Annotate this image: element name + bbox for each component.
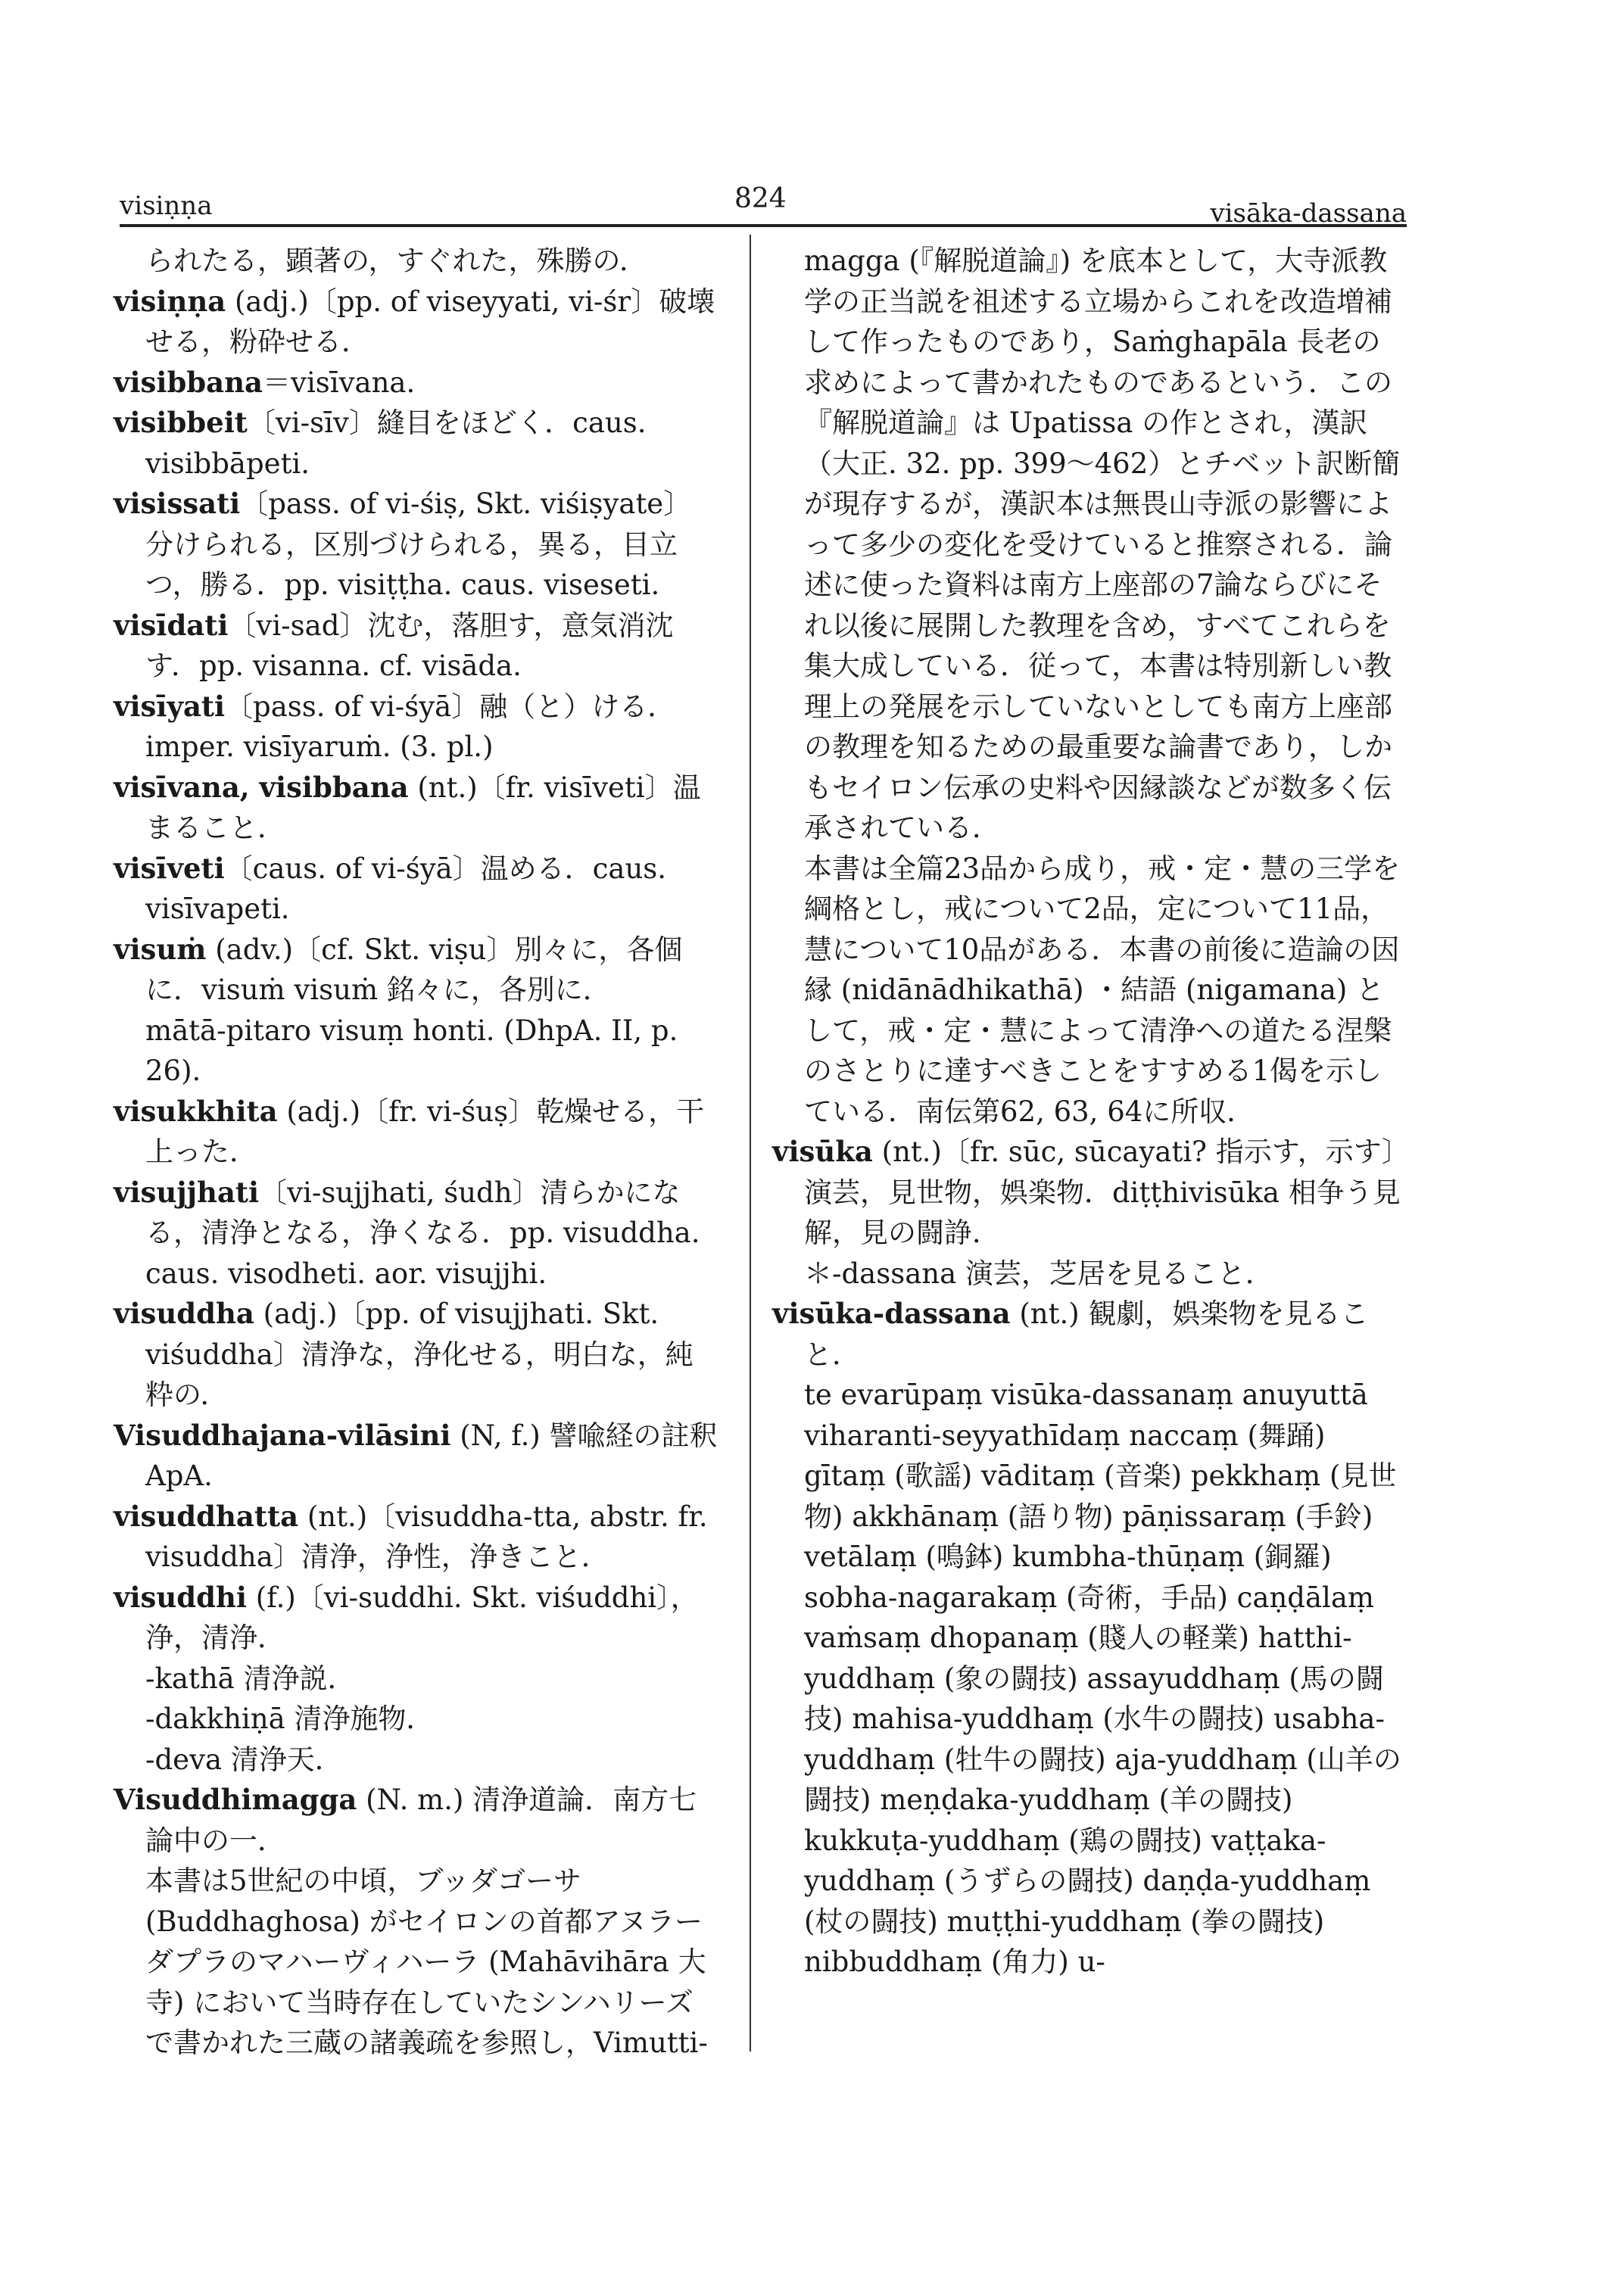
entry-headword: visibbeit bbox=[114, 406, 248, 439]
dictionary-entry bbox=[772, 1294, 1408, 1375]
dictionary-entry bbox=[114, 1578, 719, 1659]
dictionary-entry bbox=[114, 849, 719, 930]
entry-headword: visīvana, visibbana bbox=[114, 770, 409, 804]
entry-headword: Visuddhimagga bbox=[114, 1783, 357, 1816]
entry-headword: visuṁ bbox=[114, 932, 207, 966]
entry-definition: (adv.)〔cf. Skt. viṣu〕別々に，各個に．visuṁ visuṁ 銘々に，各別に． bbox=[145, 933, 683, 1006]
page-number: 824 bbox=[734, 183, 787, 214]
left-column bbox=[114, 241, 719, 2064]
dictionary-entry bbox=[114, 363, 719, 403]
entry-headword: visīdati bbox=[114, 608, 229, 642]
right-running-head: visāka-dassana bbox=[1210, 198, 1407, 229]
entry-headword: visuddhi bbox=[114, 1580, 247, 1614]
continued-text: magga (『解脱道論』) を底本として，大寺派教学の正当説を祖述する立場からこれを改造増補して作ったものであり，Saṁghapāla 長老の求めによって書かれたものであるという．この『解脱道論』は Upatissa の作とされ，漢訳（大正. 32. pp. 399〜462）とチベット訳断簡が現存するが，漢訳本は無畏山寺派の影響によって多少の変化を受けていると推察される．論述に使った資料は南方上座部の7論ならびにそれ以後に展開した教理を含め，すべてこれらを集大成している．従って，本書は特別新しい教理上の発展を示していないとしても南方上座部の教理を知るための最重要な論書であり，しかもセイロン伝承の史料や因縁談などが数多く伝承されている． bbox=[804, 245, 1401, 844]
left-running-head: visiṇṇa bbox=[120, 191, 213, 221]
right-column bbox=[772, 241, 1408, 1983]
dictionary-entry bbox=[114, 1173, 719, 1294]
entry-headword: visuddhatta bbox=[114, 1499, 299, 1533]
entry-headword: visūka-dassana bbox=[772, 1297, 1011, 1330]
page-header bbox=[120, 182, 1407, 227]
entry-definition: 〔vi-sujjhati, śudh〕清らかになる，清浄となる，浄くなる．pp. visuddha. caus. visodheti. aor. visujjhi. bbox=[145, 1176, 700, 1290]
paragraph: 本書は全篇23品から成り，戒・定・慧の三学を綱格とし，戒について2品，定について11品，慧について10品がある．本書の前後に造論の因縁 (nidānādhikathā) ・結語 (nigamana) として，戒・定・慧によって清浄への道たる涅槃のさとりに達すべきことをすすめる1偈を示している．南伝第62, 63, 64に所収． bbox=[804, 852, 1401, 1128]
entry-definition: (nt.)〔fr. sūc, sūcayati? 指示す，示す〕演芸，見世物，娯楽物．diṭṭhivisūka 相争う見解，見の闘諍． bbox=[804, 1136, 1401, 1249]
citation: mātā-pitaro visuṃ honti. (DhpA. II, p. 26). bbox=[145, 1014, 678, 1087]
dictionary-entry bbox=[114, 484, 719, 606]
entry-definition: 〔vi-sad〕沈む，落胆す，意気消沈す．pp. visanna. cf. visāda. bbox=[145, 609, 674, 682]
dictionary-entry bbox=[114, 606, 719, 687]
entry-definition: 〔pass. of vi-śyā〕融（と）ける．imper. visīyaruṁ. (3. pl.) bbox=[145, 690, 676, 763]
entry-definition: (nt.)〔fr. visīveti〕温まること． bbox=[145, 771, 701, 844]
entry-definition: 〔caus. of vi-śyā〕温める．caus. visīvapeti. bbox=[145, 852, 667, 925]
entry-definition: (N, f.) 譬喩経の註釈 ApA. bbox=[145, 1419, 718, 1492]
dictionary-entry bbox=[114, 282, 719, 363]
entry-headword: visibbana bbox=[114, 365, 263, 399]
entry-definition: (adj.)〔pp. of viseyyati, vi-śr〕破壊せる，粉砕せる． bbox=[145, 285, 715, 358]
column-divider bbox=[750, 235, 751, 2052]
dictionary-entry bbox=[114, 1416, 719, 1497]
continued-text: られたる，顕著の，すぐれた，殊勝の． bbox=[145, 245, 648, 277]
dictionary-entry bbox=[114, 768, 719, 849]
entry-headword: visissati bbox=[114, 487, 241, 520]
entry-definition: ＝visīvana. bbox=[263, 366, 416, 399]
sub-entry: ＊-dassana 演芸，芝居を見ること． bbox=[804, 1257, 1273, 1290]
dictionary-entry bbox=[114, 403, 719, 484]
entry-headword: visīyati bbox=[114, 689, 226, 723]
entry-definition: (nt.) 観劇，娯楽物を見ること． bbox=[804, 1298, 1369, 1371]
sub-entry: -kathā 清浄説． bbox=[145, 1662, 356, 1695]
entry-headword: visukkhita bbox=[114, 1094, 278, 1128]
entry-headword: visuddha bbox=[114, 1297, 254, 1330]
entry-definition: (N. m.) 清浄道論．南方七論中の一． bbox=[145, 1784, 697, 1857]
dictionary-entry bbox=[114, 1780, 719, 1861]
entry-headword: Visuddhajana-vilāsini bbox=[114, 1418, 451, 1452]
dictionary-entry bbox=[114, 930, 719, 1011]
dictionary-entry bbox=[114, 1092, 719, 1173]
entry-headword: visūka bbox=[772, 1135, 873, 1168]
dictionary-entry bbox=[772, 1132, 1408, 1254]
dictionary-entry bbox=[114, 1294, 719, 1416]
paragraph: 本書は5世紀の中頃，ブッダゴーサ (Buddhaghosa) がセイロンの首都アヌラーダプラのマハーヴィハーラ (Mahāvihāra 大寺) において当時存在していたシンハリーズで書かれた三蔵の諸義疏を参照し，Vimutti- bbox=[145, 1865, 708, 2059]
sub-entry: -dakkhiṇā 清浄施物． bbox=[145, 1703, 435, 1735]
entry-headword: visiṇṇa bbox=[114, 284, 226, 318]
sub-entry: -deva 清浄天． bbox=[145, 1743, 343, 1776]
header-rule bbox=[120, 224, 1407, 227]
entry-headword: visīveti bbox=[114, 851, 225, 885]
entry-headword: visujjhati bbox=[114, 1175, 260, 1209]
citation: te evarūpaṃ visūka-dassanaṃ anuyuttā viharanti-seyyathīdaṃ naccaṃ (舞踊) gītaṃ (歌謡) vāditaṃ (音楽) pekkhaṃ (見世物) akkhānaṃ (語り物) pāṇissaraṃ (手鈴) vetālaṃ (鳴鉢) kumbha-thūṇaṃ (銅羅) sobha-nagarakaṃ (奇術，手品) caṇḍālaṃ vaṁsaṃ dhopanaṃ (賤人の軽業) hatthi-yuddhaṃ (象の闘技) assayuddhaṃ (馬の闘技) mahisa-yuddhaṃ (水牛の闘技) usabha-yuddhaṃ (牡牛の闘技) aja-yuddhaṃ (山羊の闘技) meṇḍaka-yuddhaṃ (羊の闘技) kukkuṭa-yuddhaṃ (鶏の闘技) vaṭṭaka-yuddhaṃ (うずらの闘技) daṇḍa-yuddhaṃ (杖の闘技) muṭṭhi-yuddhaṃ (拳の闘技) nibbuddhaṃ (角力) u- bbox=[804, 1379, 1401, 1978]
entry-definition: (f.)〔vi-suddhi. Skt. viśuddhi〕，浄，清浄． bbox=[145, 1581, 699, 1654]
entry-definition: 〔vi-sīv〕縫目をほどく．caus. visibbāpeti. bbox=[145, 407, 647, 480]
entry-definition: (nt.)〔visuddha-tta, abstr. fr. visuddha〕清浄，浄性，浄きこと． bbox=[145, 1500, 708, 1573]
dictionary-entry bbox=[114, 1497, 719, 1578]
entry-definition: (adj.)〔pp. of visujjhati. Skt. viśuddha〕清浄な，浄化せる，明白な，純粋の． bbox=[145, 1298, 694, 1411]
entry-definition: 〔pass. of vi-śiṣ, Skt. viśiṣyate〕分けられる，区別づけられる，異る，目立つ，勝る．pp. visiṭṭha. caus. viseseti. bbox=[145, 488, 692, 601]
entry-definition: (adj.)〔fr. vi-śuṣ〕乾燥せる，干上った． bbox=[145, 1095, 705, 1168]
dictionary-entry bbox=[114, 687, 719, 768]
